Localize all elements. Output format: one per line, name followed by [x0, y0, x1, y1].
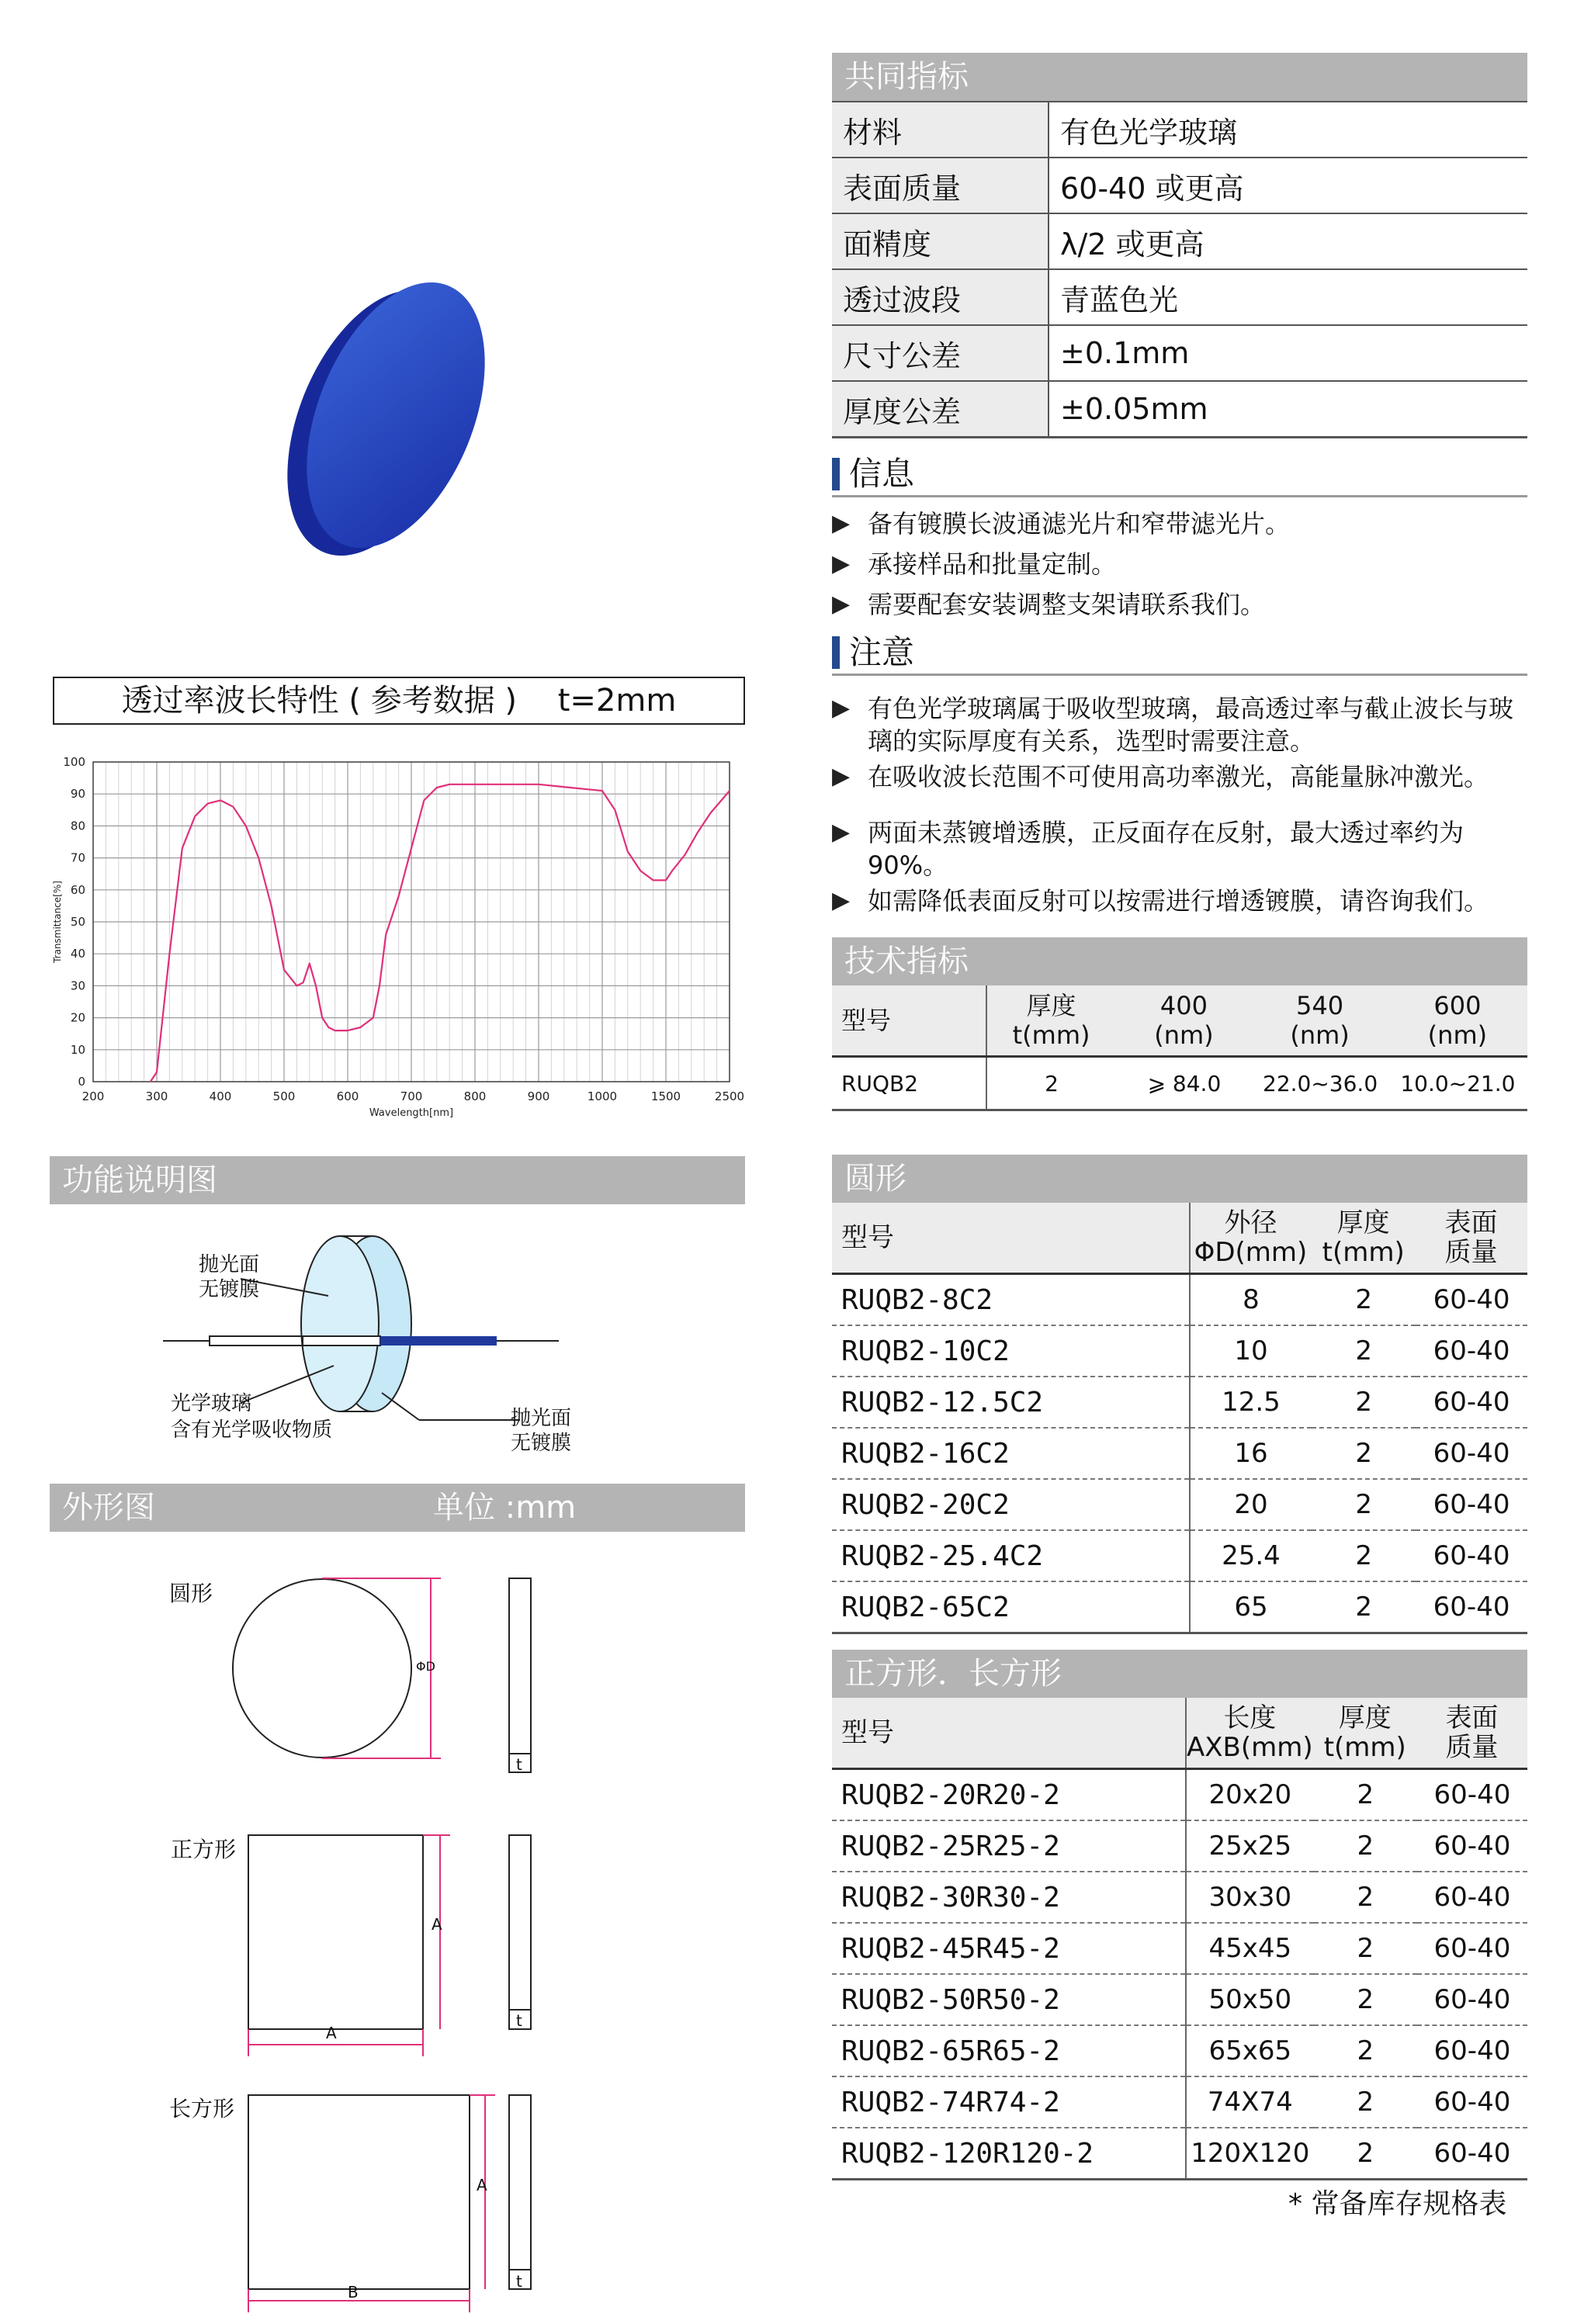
- spec-key: 尺寸公差: [832, 325, 1049, 381]
- B-label-rect-h: B: [348, 2283, 359, 2301]
- A-label-sq-h: A: [326, 2024, 337, 2042]
- column-header: 400 (nm): [1116, 985, 1252, 1057]
- y-tick-label: 80: [70, 819, 85, 833]
- column-header: 外径 ΦD(mm): [1190, 1203, 1312, 1274]
- table-cell: 20: [1190, 1479, 1312, 1530]
- spec-value: 60-40 或更高: [1049, 158, 1527, 213]
- table-cell: 2: [1312, 1479, 1416, 1530]
- t-label-1: t: [516, 1755, 522, 1774]
- bullet-item: ▶ 需要配套安装调整支架请联系我们。: [832, 588, 1527, 621]
- table-cell: 20x20: [1186, 1769, 1314, 1821]
- table-cell: 2: [1314, 1923, 1417, 1974]
- x-tick-label: 500: [272, 1089, 296, 1103]
- table-cell: 10.0~21.0: [1388, 1057, 1527, 1110]
- spec-row: [832, 213, 1527, 269]
- spec-key: 厚度公差: [832, 381, 1049, 438]
- table-cell: 74X74: [1186, 2076, 1314, 2128]
- bullet-item: ▶ 备有镀膜长波通滤光片和窄带滤光片。: [832, 507, 1527, 540]
- table-cell: 2: [1314, 1820, 1417, 1872]
- table-cell: 2: [1312, 1377, 1416, 1428]
- table-cell: RUQB2-25R25-2: [832, 1820, 1186, 1872]
- spec-value: ±0.05mm: [1049, 381, 1527, 438]
- y-tick-label: 70: [70, 850, 85, 865]
- blue-filter-image: [279, 268, 512, 570]
- spec-key: 透过波段: [832, 269, 1049, 325]
- table-cell: 2: [1314, 2128, 1417, 2180]
- table-cell: 30x30: [1186, 1872, 1314, 1923]
- table-cell: 10: [1190, 1325, 1312, 1377]
- column-header: 长度 AXB(mm): [1186, 1698, 1314, 1769]
- table-cell: 2: [1312, 1428, 1416, 1479]
- table-cell: 60-40: [1416, 1325, 1527, 1377]
- table-header-row: [832, 1203, 1527, 1274]
- table-cell: 2: [1314, 1974, 1417, 2025]
- outline-drawings: [217, 1560, 559, 2312]
- table-cell: 2: [1312, 1274, 1416, 1326]
- x-tick-label: 200: [81, 1089, 105, 1103]
- table-row: [832, 2128, 1527, 2180]
- column-header: 540 (nm): [1252, 985, 1388, 1057]
- table-cell: 25.4: [1190, 1530, 1312, 1581]
- column-header: 厚度 t(mm): [986, 985, 1117, 1057]
- x-tick-label: 800: [463, 1089, 487, 1103]
- table-cell: 60-40: [1417, 1820, 1527, 1872]
- bullet-item: ▶ 如需降低表面反射可以按需进行增透镀膜，请咨询我们。: [832, 885, 1527, 917]
- common-spec-header: 共同指标: [832, 53, 1527, 101]
- table-cell: 60-40: [1417, 1923, 1527, 1974]
- square-header: 正方形．长方形: [832, 1650, 1527, 1698]
- table-cell: 60-40: [1416, 1274, 1527, 1326]
- outline-unit: 单位 :mm: [433, 1490, 577, 1526]
- func-label-br: 抛光面 无镀膜: [511, 1407, 572, 1455]
- table-cell: 50x50: [1186, 1974, 1314, 2025]
- table-cell: RUQB2-65R65-2: [832, 2025, 1186, 2076]
- y-tick-label: 40: [70, 947, 85, 961]
- table-cell: 2: [1314, 1769, 1417, 1821]
- table-cell: 60-40: [1416, 1581, 1527, 1633]
- table-cell: 12.5: [1190, 1377, 1312, 1428]
- function-header: 功能说明图: [50, 1156, 745, 1204]
- y-tick-label: 90: [70, 787, 85, 802]
- A-label-rect-v: A: [477, 2176, 487, 2194]
- table-cell: 2: [1312, 1325, 1416, 1377]
- table-cell: 2: [986, 1057, 1117, 1110]
- table-cell: RUQB2-120R120-2: [832, 2128, 1186, 2180]
- table-cell: 2: [1312, 1530, 1416, 1581]
- table-cell: RUQB2-65C2: [832, 1581, 1190, 1633]
- transmittance-chart: [47, 745, 745, 1125]
- table-row: [832, 1872, 1527, 1923]
- y-tick-label: 10: [70, 1042, 85, 1057]
- table-cell: 65x65: [1186, 2025, 1314, 2076]
- table-cell: RUQB2-50R50-2: [832, 1974, 1186, 2025]
- x-tick-label: 2500: [714, 1089, 745, 1103]
- round-header: 圆形: [832, 1155, 1527, 1203]
- table-cell: 60-40: [1417, 2025, 1527, 2076]
- table-cell: RUQB2-20R20-2: [832, 1769, 1186, 1821]
- spec-value: λ/2 或更高: [1049, 213, 1527, 269]
- table-row: [832, 1974, 1527, 2025]
- x-tick-label: 400: [209, 1089, 232, 1103]
- table-cell: 60-40: [1417, 1974, 1527, 2025]
- tech-spec-header: 技术指标: [832, 937, 1527, 985]
- y-tick-label: 60: [70, 882, 85, 897]
- table-cell: 60-40: [1416, 1479, 1527, 1530]
- table-cell: RUQB2-45R45-2: [832, 1923, 1186, 1974]
- table-cell: 60-40: [1416, 1428, 1527, 1479]
- table-row: [832, 1325, 1527, 1377]
- table-cell: 60-40: [1416, 1530, 1527, 1581]
- footnote: * 常备库存规格表: [1288, 2188, 1507, 2220]
- table-cell: RUQB2-74R74-2: [832, 2076, 1186, 2128]
- column-header: 型号: [832, 985, 986, 1057]
- table-row: [832, 1057, 1527, 1110]
- column-header: 表面 质量: [1417, 1698, 1527, 1769]
- table-cell: 60-40: [1417, 1769, 1527, 1821]
- round-table: [832, 1203, 1527, 1634]
- phiD-label: ΦD: [416, 1659, 435, 1674]
- spec-row: [832, 381, 1527, 438]
- table-cell: 2: [1314, 2076, 1417, 2128]
- spec-value: ±0.1mm: [1049, 325, 1527, 381]
- table-cell: RUQB2-12.5C2: [832, 1377, 1190, 1428]
- spec-key: 面精度: [832, 213, 1049, 269]
- spec-row: [832, 102, 1527, 158]
- common-spec-table: [832, 101, 1527, 438]
- x-tick-label: 1000: [587, 1089, 618, 1103]
- x-tick-label: 700: [400, 1089, 423, 1103]
- table-row: [832, 1274, 1527, 1326]
- chart-title: 透过率波长特性 ( 参考数据 ) t=2mm: [53, 677, 745, 725]
- table-cell: 45x45: [1186, 1923, 1314, 1974]
- bullet-item: ▶ 在吸收波长范围不可使用高功率激光，高能量脉冲激光。: [832, 760, 1527, 793]
- outline-title: 外形图: [62, 1490, 155, 1526]
- table-row: [832, 1581, 1527, 1633]
- square-label: 正方形: [171, 1837, 237, 1862]
- x-axis-label: Wavelength[nm]: [369, 1107, 454, 1119]
- notes-header: 注意: [832, 632, 1527, 676]
- table-row: [832, 1923, 1527, 1974]
- table-row: [832, 1769, 1527, 1821]
- square-table: [832, 1698, 1527, 2180]
- spec-value: 青蓝色光: [1049, 269, 1527, 325]
- t-label-2: t: [516, 2011, 522, 2030]
- table-cell: 16: [1190, 1428, 1312, 1479]
- table-row: [832, 2025, 1527, 2076]
- series-line: [151, 784, 730, 1082]
- table-cell: 2: [1314, 2025, 1417, 2076]
- table-row: [832, 1530, 1527, 1581]
- table-cell: RUQB2-25.4C2: [832, 1530, 1190, 1581]
- table-cell: 60-40: [1417, 1872, 1527, 1923]
- y-tick-label: 0: [78, 1075, 85, 1089]
- spec-row: [832, 325, 1527, 381]
- table-cell: 25x25: [1186, 1820, 1314, 1872]
- tech-spec-table: [832, 985, 1527, 1111]
- func-label-bl: 光学玻璃 含有光学吸收物质: [171, 1392, 333, 1442]
- spec-key: 材料: [832, 102, 1049, 158]
- table-cell: 2: [1314, 1872, 1417, 1923]
- table-header-row: [832, 985, 1527, 1057]
- spec-key: 表面质量: [832, 158, 1049, 213]
- table-header-row: [832, 1698, 1527, 1769]
- x-tick-label: 900: [527, 1089, 550, 1103]
- table-cell: 60-40: [1416, 1377, 1527, 1428]
- info-header: 信息: [832, 453, 1527, 497]
- table-cell: 65: [1190, 1581, 1312, 1633]
- table-cell: 2: [1312, 1581, 1416, 1633]
- table-cell: 22.0~36.0: [1252, 1057, 1388, 1110]
- outline-header: [50, 1484, 745, 1532]
- column-header: 厚度 t(mm): [1314, 1698, 1417, 1769]
- rect-label: 长方形: [169, 2096, 235, 2121]
- table-cell: 120X120: [1186, 2128, 1314, 2180]
- table-cell: RUQB2-16C2: [832, 1428, 1190, 1479]
- x-tick-label: 300: [145, 1089, 168, 1103]
- table-cell: RUQB2-30R30-2: [832, 1872, 1186, 1923]
- A-label-sq-v: A: [432, 1915, 442, 1934]
- table-cell: RUQB2-8C2: [832, 1274, 1190, 1326]
- table-cell: 60-40: [1417, 2076, 1527, 2128]
- table-cell: RUQB2-20C2: [832, 1479, 1190, 1530]
- column-header: 型号: [832, 1698, 1186, 1769]
- column-header: 600 (nm): [1388, 985, 1527, 1057]
- table-row: [832, 2076, 1527, 2128]
- spec-row: [832, 269, 1527, 325]
- table-cell: RUQB2: [832, 1057, 986, 1110]
- table-row: [832, 1377, 1527, 1428]
- y-tick-label: 20: [70, 1010, 85, 1025]
- bullet-item: ▶ 有色光学玻璃属于吸收型玻璃，最高透过率与截止波长与玻璃的实际厚度有关系，选型时需要注意。: [832, 692, 1527, 757]
- table-row: [832, 1428, 1527, 1479]
- func-label-tl: 抛光面 无镀膜: [199, 1253, 260, 1301]
- y-axis-label: Transmittance[%]: [52, 881, 63, 963]
- table-cell: ⩾ 84.0: [1116, 1057, 1252, 1110]
- table-cell: 8: [1190, 1274, 1312, 1326]
- y-tick-label: 30: [70, 978, 85, 993]
- t-label-3: t: [516, 2272, 522, 2291]
- column-header: 表面 质量: [1416, 1203, 1527, 1274]
- table-row: [832, 1820, 1527, 1872]
- y-tick-label: 50: [70, 915, 85, 929]
- bullet-item: ▶ 两面未蒸镀增透膜，正反面存在反射，最大透过率约为90%。: [832, 816, 1527, 881]
- table-cell: 60-40: [1417, 2128, 1527, 2180]
- table-cell: RUQB2-10C2: [832, 1325, 1190, 1377]
- column-header: 厚度 t(mm): [1312, 1203, 1416, 1274]
- spec-row: [832, 158, 1527, 213]
- x-tick-label: 600: [336, 1089, 359, 1103]
- bullet-item: ▶ 承接样品和批量定制。: [832, 548, 1527, 580]
- x-tick-label: 1500: [650, 1089, 681, 1103]
- table-row: [832, 1479, 1527, 1530]
- round-label: 圆形: [169, 1581, 213, 1606]
- column-header: 型号: [832, 1203, 1190, 1274]
- spec-value: 有色光学玻璃: [1049, 102, 1527, 158]
- y-tick-label: 100: [63, 755, 85, 769]
